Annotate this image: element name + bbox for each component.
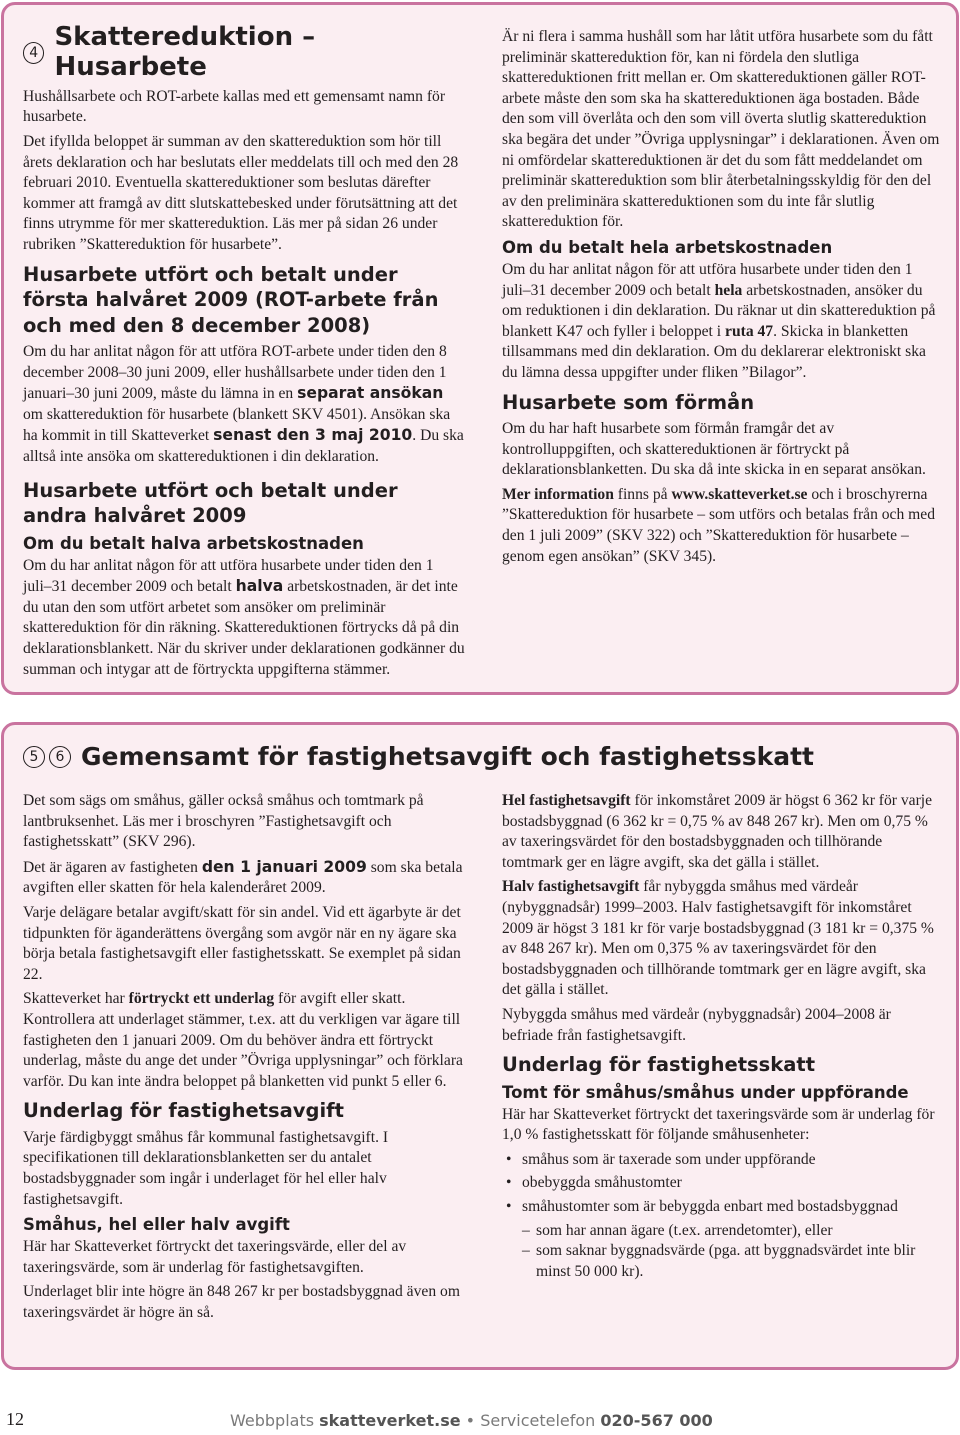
heading-benefit: Husarbete som förmån <box>502 390 755 414</box>
smallhouse-paragraph-2: Underlaget blir inte högre än 848 267 kr per bostadsbyggnad även om taxeringsvärdet är högre än så. <box>23 1283 460 1321</box>
plot-bullet-list <box>502 1150 942 1218</box>
list-item: • småhus som är taxerade som under uppförande <box>502 1150 942 1171</box>
text: som ska betala avgiften eller skatten för hela kalenderåret 2009. <box>23 858 463 897</box>
list-item: – som har annan ägare (t.ex. arrendetomter), eller <box>502 1221 942 1242</box>
section-number-5: 5 <box>23 746 45 768</box>
section-4-title <box>23 23 465 83</box>
multiple-household-paragraph: Är ni flera i samma hushåll som har låtit utföra husarbete som du fått preliminär skattereduktion för, kan ni fördela den slutliga skattereduktionen fritt mellan er. Om skattereduktionen gäller ROT-arbete måste den som ska ha skattereduktionen äga bostaden. Både den som vill överlåta och den som vill överta slutlig skattereduktion ska begära det under ”Övriga upplysningar” i deklarationen. Även om ni omfördelar skattereduktionen är det du som fått meddelandet om preliminär skattereduktion som blir återbetalningsskyldig för den del av den preliminära skattereduktionen som du inte får slutlig skattereduktion för. <box>502 28 940 231</box>
half-fee-paragraph <box>502 877 942 1001</box>
full-fee-paragraph <box>502 791 942 873</box>
benefit-paragraph: Om du har haft husarbete som förmån framgår det av kontrolluppgiften, och skattereduktionen är förtryckt på deklarationsblanketten. Du ska då inte skicka in en separat ansökan. <box>502 420 926 479</box>
text: Det är ägaren av fastigheten <box>23 858 202 876</box>
text: Skatteverket har <box>23 990 129 1008</box>
section-56-right-column <box>502 791 942 1282</box>
plot-paragraph: Här har Skatteverket förtryckt det taxeringsvärde som är underlag för 1,0 % fastighetsskatt för följande småhusenheter: <box>502 1105 935 1144</box>
section-4-right-column <box>502 27 942 571</box>
heading-first-half-2009: Husarbete utfört och betalt under första halvåret 2009 (ROT-arbete från och med den 8 december 2008) <box>23 262 439 337</box>
smallhouse-paragraph-1: Här har Skatteverket förtryckt det taxeringsvärde, eller del av taxeringsvärde, som är underlag för fastighetsavgiften. <box>23 1238 407 1276</box>
emphasis-full: hela <box>714 281 743 299</box>
emphasis-half-fee: Halv fastighetsavgift <box>502 878 640 896</box>
basis-fee-paragraph: Varje färdigbyggt småhus får kommunal fastighetsavgift. I specifikationen till deklarationsblanketten ser du antalet bostadsbyggnader som ingår i underlaget för hel eller halv fastighetsavgift. <box>23 1128 389 1208</box>
text: arbetskostnaden, är det inte du utan den som utfört arbetet som ansöker om preliminär skattereduktion för din räkning. Skattereduktionen förtrycks då på din deklarationsblankett. När du skriver under deklarationen godkänner du summan och intygar att de förtryckta uppgifterna stämmer. <box>23 578 465 678</box>
footer-website-link[interactable]: skatteverket.se <box>319 1411 461 1430</box>
text: Webbplats <box>230 1411 320 1430</box>
heading-smallhouse-fee: Småhus, hel eller halv avgift <box>23 1215 290 1235</box>
list-item: • obebyggda småhustomter <box>502 1173 942 1194</box>
full-cost-paragraph <box>502 260 942 384</box>
text: Om du har anlitat någon för att utföra husarbete under tiden den 1 juli–31 december 2009 och betalt <box>23 556 434 596</box>
intro-paragraph-1: Hushållsarbete och ROT-arbete kallas med ett gemensamt namn för husarbete. <box>23 87 446 126</box>
footer-phone: 020-567 000 <box>600 1411 713 1430</box>
heading-plot: Tomt för småhus/småhus under uppförande <box>502 1082 909 1102</box>
first-half-paragraph <box>23 342 465 468</box>
text: arbetskostnaden, ansöker du om reduktionen i din deklaration. Du räknar ut din skattereduktion på blankett K47 och fyller i beloppet i <box>502 281 936 340</box>
coowner-paragraph: Varje delägare betalar avgift/skatt för sin andel. Vid ett ägarbyte är det tidpunkten för äganderättens övergång som avgör när en ny ägare ska börja betala fastighetsavgift eller fastighetsskatt. Se exemplet på sidan 22. <box>23 903 461 983</box>
heading-full-cost: Om du betalt hela arbetskostnaden <box>502 237 833 257</box>
text: Om du har anlitat någon för att utföra husarbete under tiden den 1 juli–31 december 2009 och betalt <box>502 260 913 299</box>
smallhouse-scope-paragraph: Det som sägs om småhus, gäller också småhus och tomtmark på lantbruksenhet. Läs mer i broschyren ”Fastighetsavgift och fastighetsskatt” (SKV 296). <box>23 792 424 851</box>
text: . Du ska alltså inte ansöka om skattereduktionen i din deklaration. <box>23 427 464 465</box>
text: . Skicka in blanketten tillsammans med din deklaration. Om du deklarerar elektroniskt ska du lämna dessa uppgifter under fliken ”Bilagor”. <box>502 322 926 381</box>
text: finns på <box>613 485 672 503</box>
owner-paragraph <box>23 857 463 899</box>
new-built-paragraph: Nybyggda småhus med värdeår (nybyggnadsår) 2004–2008 är befriade från fastighetsavgift. <box>502 1005 891 1044</box>
page-footer <box>0 1405 960 1435</box>
half-cost-paragraph <box>23 556 465 681</box>
footer-line <box>230 1411 713 1430</box>
text: om skattereduktion för husarbete (blankett SKV 4501). Ansökan ska ha kommit in till Skatteverket <box>23 405 451 445</box>
heading-half-cost: Om du betalt halva arbetskostnaden <box>23 533 364 553</box>
section-56-box <box>1 722 959 1370</box>
text: Servicetelefon <box>480 1411 601 1430</box>
section-number-6: 6 <box>49 746 71 768</box>
text: och i broschyrerna ”Skattereduktion för husarbete – som utförs och betalas från och med den 1 juli 2009” (SKV 322) och ”Skattereduktion för husarbete – genom egen ansökan” (SKV 345). <box>502 485 936 565</box>
list-item: • småhustomter som är bebyggda enbart med bostadsbyggnad <box>502 1197 942 1218</box>
heading-second-half-2009: Husarbete utfört och betalt under andra halvåret 2009 <box>23 478 398 528</box>
more-info-paragraph <box>502 485 942 567</box>
page-number: 12 <box>6 1409 24 1429</box>
section-number-4: 4 <box>23 42 44 64</box>
emphasis-half: halva <box>235 577 284 596</box>
emphasis-preprinted: förtryckt ett underlag <box>128 990 275 1008</box>
emphasis-deadline: senast den 3 maj 2010 <box>213 426 413 445</box>
plot-dash-list <box>502 1221 942 1283</box>
list-item: – som saknar byggnadsvärde (pga. att byggnadsvärdet inte blir minst 50 000 kr). <box>502 1241 942 1282</box>
text: får nybyggda småhus med värdeår (nybyggnadsår) 1999–2003. Halv fastighetsavgift för inkomståret 2009 är högst 3 181 kr för varje bostadsbyggnad (3 181 kr = 0,375 % av 848 267 kr). Men om 0,375 % av taxeringsvärdet för den bostadsbyggnaden och tillhörande tomtmark ger en lägre avgift, ska det gälla i stället. <box>502 878 934 999</box>
section-4-left-column <box>23 23 465 684</box>
text: • <box>460 1411 481 1430</box>
heading-basis-tax: Underlag för fastighetsskatt <box>502 1053 816 1077</box>
emphasis-date: den 1 januari 2009 <box>201 857 367 876</box>
section-4-box <box>1 2 959 695</box>
section-numbers <box>23 746 71 768</box>
text: Om du har anlitat någon för att utföra ROT-arbete under tiden den 8 december 2008–30 juni 2009, eller hushållsarbete under tiden den 1 januari–30 juni 2009, måste du lämna in en <box>23 343 447 403</box>
section-4-title-text: Skattereduktion – Husarbete <box>54 22 316 82</box>
text: för inkomståret 2009 är högst 6 362 kr för varje bostadsbyggnad (6 362 kr = 0,75 % av 848 267 kr). Men om 0,75 % av taxeringsvärdet för den bostadsbyggnaden och tillhörande tomtmark ger en lägre avgift, ska det gälla i stället. <box>502 792 933 871</box>
emphasis-full-fee: Hel fastighetsavgift <box>502 792 631 809</box>
section-56-title-text: Gemensamt för fastighetsavgift och fastighetsskatt <box>81 742 815 771</box>
emphasis-separate-application: separat ansökan <box>297 384 444 403</box>
website-link[interactable]: www.skatteverket.se <box>671 485 808 503</box>
text: för avgift eller skatt. Kontrollera att underlaget stämmer, t.ex. att du verkligen var ägare till fastigheten den 1 januari 2009. Om du behöver ändra ett förtryckt underlag, måste du ange det under ”Övriga upplysningar” och förklara varför. Du kan inte ändra beloppet på blanketten vid punkt 5 eller 6. <box>23 990 463 1090</box>
heading-basis-fee: Underlag för fastighetsavgift <box>23 1099 344 1123</box>
emphasis-more-info: Mer information <box>502 485 614 503</box>
section-56-title <box>23 743 943 772</box>
preprinted-paragraph <box>23 989 463 1092</box>
section-56-left-column <box>23 791 463 1328</box>
intro-paragraph-2: Det ifyllda beloppet är summan av den skattereduktion som hör till årets deklaration och har beslutats eller meddelats till och med den 28 februari 2010. Eventuella skattereduktioner som beslutas därefter kommer att framgå av ditt slutskattebesked under förutsättning att det finns utrymme för mer skattereduktion. Läs mer på sidan 26 under rubriken ”Skattereduktion för husarbete”. <box>23 132 459 253</box>
emphasis-box-47: ruta 47 <box>725 322 774 340</box>
